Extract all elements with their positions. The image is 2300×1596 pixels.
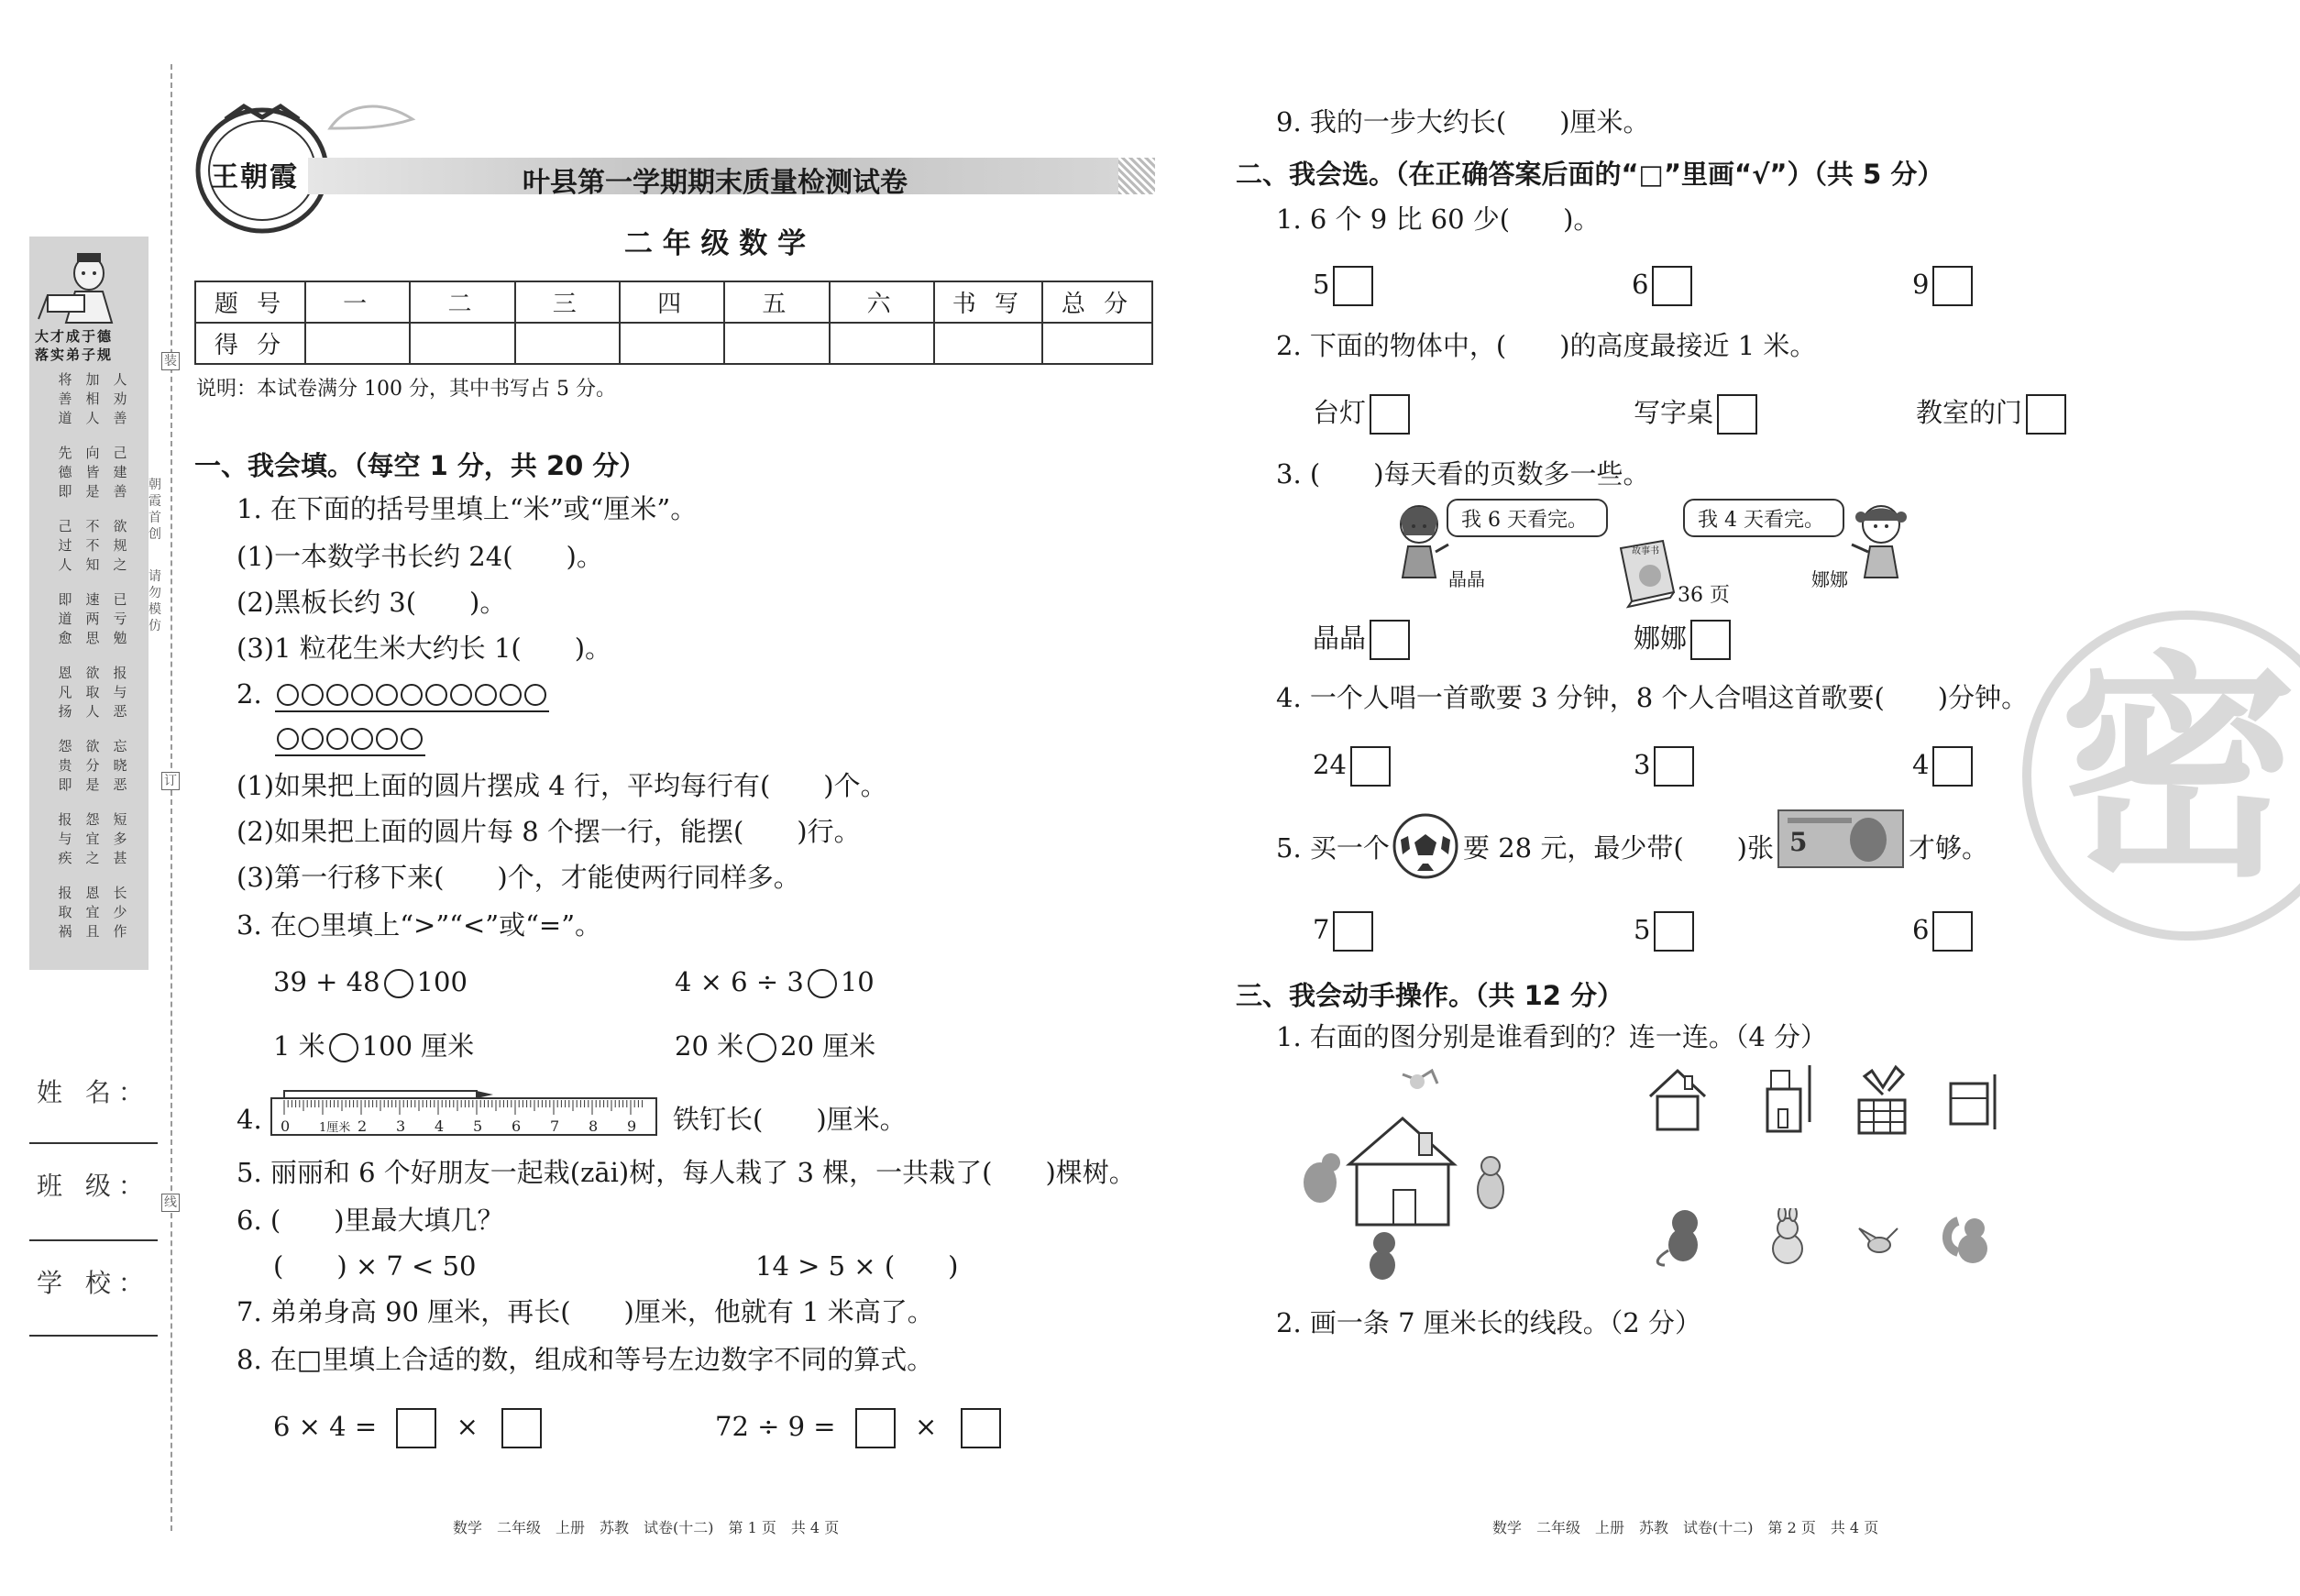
school-field[interactable] bbox=[29, 1335, 158, 1337]
disc-counter bbox=[402, 729, 422, 749]
seal-mark-2: 订 bbox=[161, 772, 180, 790]
option-label: 写字桌 bbox=[1634, 397, 1714, 428]
ruler-label: 4 bbox=[435, 1117, 445, 1135]
disc-counter bbox=[278, 729, 298, 749]
score-table bbox=[194, 281, 1153, 365]
adage-column: 己建善 bbox=[113, 445, 127, 500]
s2-q4-opt-1 bbox=[1313, 746, 1391, 787]
disc-counter bbox=[377, 729, 397, 749]
disc-counter bbox=[327, 685, 347, 705]
compare-b bbox=[675, 966, 875, 998]
score-table-column-header: 四 bbox=[620, 281, 724, 323]
nail-shaft bbox=[284, 1091, 477, 1098]
adage-column: 报取祸 bbox=[58, 885, 72, 940]
s2-q4-opt-2 bbox=[1634, 746, 1694, 787]
name-field[interactable] bbox=[29, 1142, 158, 1144]
score-table-column-header: 书 写 bbox=[934, 281, 1042, 323]
check-box[interactable] bbox=[1350, 746, 1391, 787]
score-cell[interactable] bbox=[830, 323, 934, 364]
check-box[interactable] bbox=[1654, 746, 1694, 787]
disc-counter bbox=[426, 685, 446, 705]
s1-q1-3: (3)1 粒花生米大约长 1( )。 bbox=[237, 633, 612, 664]
adage-column: 恩宜且 bbox=[85, 885, 100, 940]
s2-q3: 3. ( )每天看的页数多一些。 bbox=[1276, 458, 1650, 490]
score-row-label: 得 分 bbox=[195, 323, 305, 364]
s2-q2-opt-3 bbox=[1916, 392, 2066, 435]
monkey-icon[interactable] bbox=[1650, 1205, 1711, 1267]
speech-bubble-2-text: 我 4 天看完。 bbox=[1698, 509, 1824, 532]
adage-column: 恩凡扬 bbox=[58, 665, 72, 720]
s1-q8-a-expr: 6 × 4 = bbox=[273, 1411, 378, 1442]
adage-columns bbox=[29, 370, 149, 957]
option-label: 4 bbox=[1912, 749, 1930, 780]
option-label: 晶晶 bbox=[1313, 622, 1367, 654]
s2-q2: 2. 下面的物体中，( )的高度最接近 1 米。 bbox=[1276, 330, 1817, 361]
adage-column: 欲规之 bbox=[113, 518, 127, 573]
check-box[interactable] bbox=[2026, 394, 2066, 435]
compare-d bbox=[675, 1030, 875, 1062]
scholar-illustration bbox=[29, 240, 149, 332]
banknote-value: 5 bbox=[1789, 827, 1808, 857]
bird-icon[interactable] bbox=[1855, 1223, 1901, 1260]
check-box[interactable] bbox=[1370, 620, 1410, 660]
footer-right: 数学 二年级 上册 苏教 试卷(十二) 第 2 页 共 4 页 bbox=[1492, 1519, 1879, 1536]
disc-counter bbox=[377, 685, 397, 705]
score-table-column-header: 总 分 bbox=[1042, 281, 1152, 323]
monkey-icon bbox=[1370, 1250, 1395, 1280]
s2-q5-a: 5. 买一个 bbox=[1276, 832, 1390, 864]
option-label: 3 bbox=[1634, 749, 1651, 780]
motto-bottom: 落实弟子规 bbox=[35, 347, 114, 363]
option-label: 7 bbox=[1313, 914, 1330, 945]
soccer-ball-icon bbox=[1392, 812, 1459, 880]
s2-q1-opt-3 bbox=[1912, 266, 1973, 306]
section3-heading: 三、我会动手操作。（共 12 分） bbox=[1236, 980, 1624, 1011]
adage-column: 人劝善 bbox=[113, 371, 127, 426]
compare-a-right: 100 bbox=[416, 966, 468, 997]
compare-circle[interactable] bbox=[808, 969, 837, 998]
compare-a bbox=[273, 966, 468, 998]
view-front-roof-icon[interactable] bbox=[1646, 1065, 1711, 1133]
score-cell[interactable] bbox=[1042, 323, 1152, 364]
ruler-label: 8 bbox=[589, 1117, 599, 1135]
disc-counter bbox=[402, 685, 422, 705]
footer-left: 数学 二年级 上册 苏教 试卷(十二) 第 1 页 共 4 页 bbox=[453, 1519, 840, 1536]
adage-column: 欲分是 bbox=[85, 738, 100, 793]
banner-dots bbox=[1118, 158, 1155, 194]
score-cell[interactable] bbox=[410, 323, 514, 364]
ruler-label: 0 bbox=[281, 1117, 291, 1135]
compare-d-left: 20 米 bbox=[675, 1030, 744, 1062]
section2-heading: 二、我会选。（在正确答案后面的“□”里画“√”）（共 5 分） bbox=[1236, 159, 1944, 190]
ribbon-decoration bbox=[321, 101, 422, 156]
circle-row-1 bbox=[275, 678, 559, 719]
compare-circle[interactable] bbox=[747, 1033, 776, 1062]
s1-q6: 6. ( )里最大填几？ bbox=[237, 1205, 504, 1236]
adage-column: 短多甚 bbox=[113, 811, 127, 866]
option-label: 5 bbox=[1313, 269, 1330, 300]
option-label: 24 bbox=[1313, 749, 1347, 780]
score-table-column-header: 五 bbox=[724, 281, 829, 323]
disc-counter bbox=[501, 685, 521, 705]
adage-column: 先德即 bbox=[58, 445, 72, 500]
adage-column: 即道愈 bbox=[58, 591, 72, 646]
adage-column: 长少作 bbox=[113, 885, 127, 940]
view-back-icon[interactable] bbox=[1947, 1071, 2002, 1131]
check-box[interactable] bbox=[1717, 394, 1757, 435]
s1-q1-1: (1)一本数学书长约 24( )。 bbox=[237, 541, 603, 572]
answer-box[interactable] bbox=[961, 1408, 1001, 1448]
ruler-label: 3 bbox=[396, 1117, 406, 1135]
view-windmill-icon[interactable] bbox=[1846, 1063, 1920, 1137]
disc-counter bbox=[327, 729, 347, 749]
s2-q2-opt-1 bbox=[1313, 392, 1410, 435]
compare-d-right: 20 厘米 bbox=[780, 1030, 876, 1062]
motto-top: 大才成于德 bbox=[35, 328, 114, 345]
compare-b-right: 10 bbox=[840, 966, 875, 997]
s2-q5-opt-1 bbox=[1313, 911, 1373, 952]
adage-column: 欲取人 bbox=[85, 665, 100, 720]
class-label: 班 级： bbox=[37, 1171, 151, 1201]
class-field[interactable] bbox=[29, 1239, 158, 1241]
adage-column: 速两思 bbox=[85, 591, 100, 646]
s1-q6-a: ( ) × 7 < 50 bbox=[273, 1250, 477, 1282]
s2-q3-opt-1 bbox=[1313, 618, 1410, 660]
s2-q1-opt-2 bbox=[1632, 266, 1692, 306]
rabbit-icon bbox=[1478, 1172, 1503, 1208]
option-label: 教室的门 bbox=[1916, 397, 2023, 428]
score-table-score-row bbox=[195, 323, 1152, 364]
exam-subtitle: 二 年 级 数 学 bbox=[623, 227, 807, 260]
disc-counter bbox=[278, 685, 298, 705]
adage-column: 向皆是 bbox=[85, 445, 100, 500]
compare-circle[interactable] bbox=[329, 1033, 358, 1062]
house-roof bbox=[1349, 1118, 1454, 1164]
score-table-label: 题 号 bbox=[195, 281, 305, 323]
circle-row-2-svg bbox=[275, 722, 458, 759]
s2-q5-b: 要 28 元，最少带( )张 bbox=[1463, 832, 1774, 864]
compare-c bbox=[273, 1030, 474, 1062]
check-box[interactable] bbox=[1654, 911, 1694, 952]
s1-q2-3: (3)第一行移下来( )个，才能使两行同样多。 bbox=[237, 862, 800, 893]
adage-column: 报与恶 bbox=[113, 665, 127, 720]
seal-mark-1: 装 bbox=[161, 352, 180, 370]
s3-q1: 1. 右面的图分别是谁看到的？连一连。（4 分） bbox=[1276, 1021, 1828, 1052]
s1-q2-label: 2. bbox=[237, 678, 262, 710]
s2-q5-opt-3 bbox=[1912, 911, 1973, 952]
adage-column: 将善道 bbox=[58, 371, 72, 426]
s1-q8-b bbox=[715, 1408, 1001, 1448]
vertical-note: 请勿模仿 bbox=[149, 569, 161, 633]
s1-q8-b-expr: 72 ÷ 9 = bbox=[715, 1411, 836, 1442]
girl-nana-illustration bbox=[1844, 499, 1914, 581]
exam-title: 叶县第一学期期末质量检测试卷 bbox=[523, 167, 908, 199]
option-label: 娜娜 bbox=[1634, 622, 1688, 654]
s1-q2-1: (1)如果把上面的圆片摆成 4 行，平均每行有( )个。 bbox=[237, 770, 887, 801]
s2-q4: 4. 一个人唱一首歌要 3 分钟，8 个人合唱这首歌要( )分钟。 bbox=[1276, 682, 2029, 713]
sidebar-motto-panel bbox=[29, 237, 149, 970]
circle-row-1-svg bbox=[275, 678, 559, 715]
rabbit-icon[interactable] bbox=[1760, 1208, 1815, 1267]
score-table-header-row bbox=[195, 281, 1152, 323]
disc-counter bbox=[451, 685, 471, 705]
disc-counter bbox=[352, 729, 372, 749]
adage-column: 报与疾 bbox=[58, 811, 72, 866]
adage-column: 怨宜之 bbox=[85, 811, 100, 866]
ruler-label: 7 bbox=[550, 1117, 560, 1135]
compare-c-left: 1 米 bbox=[273, 1030, 325, 1062]
s1-q4-num: 4. bbox=[237, 1104, 262, 1135]
option-label: 6 bbox=[1912, 914, 1930, 945]
score-table-column-header: 一 bbox=[305, 281, 410, 323]
brand-logo-text: 王朝霞 bbox=[211, 161, 299, 193]
check-box[interactable] bbox=[1932, 746, 1973, 787]
ruler-with-nail bbox=[270, 1087, 658, 1139]
check-box[interactable] bbox=[1652, 266, 1692, 306]
s1-q5: 5. 丽丽和 6 个好朋友一起栽(zāi)树，每人栽了 3 棵，一共栽了( )棵树。 bbox=[237, 1157, 1136, 1188]
compare-a-left: 39 + 48 bbox=[273, 966, 380, 997]
score-table-column-header: 三 bbox=[515, 281, 620, 323]
times-sign: × bbox=[456, 1411, 479, 1442]
times-sign: × bbox=[915, 1411, 938, 1442]
s3-q2: 2. 画一条 7 厘米长的线段。（2 分） bbox=[1276, 1307, 1701, 1338]
option-label: 台灯 bbox=[1313, 397, 1367, 428]
section1-heading: 一、我会填。（每空 1 分，共 20 分） bbox=[194, 450, 646, 481]
ruler-label: 2 bbox=[358, 1117, 368, 1135]
adage-column: 忘晓恶 bbox=[113, 738, 127, 793]
option-label: 9 bbox=[1912, 269, 1930, 300]
answer-box[interactable] bbox=[396, 1408, 436, 1448]
disc-counter bbox=[303, 685, 323, 705]
school-label: 学 校： bbox=[37, 1268, 151, 1298]
house-scene-illustration bbox=[1293, 1063, 1513, 1283]
disc-counter bbox=[476, 685, 496, 705]
s2-q3-opt-2 bbox=[1634, 618, 1731, 660]
score-cell[interactable] bbox=[305, 323, 410, 364]
answer-box[interactable] bbox=[855, 1408, 896, 1448]
s1-q8: 8. 在□里填上合适的数，组成和等号左边数字不同的算式。 bbox=[237, 1344, 934, 1375]
adage-column: 已亏勉 bbox=[113, 591, 127, 646]
s1-q3: 3. 在○里填上“>”“<”或“=”。 bbox=[237, 909, 602, 941]
confidential-watermark-text: 密 bbox=[2059, 630, 2297, 909]
squirrel-icon[interactable] bbox=[1940, 1206, 1998, 1267]
seal-mark-3: 线 bbox=[161, 1194, 180, 1212]
house-body bbox=[1357, 1164, 1448, 1225]
s1-q1-2: (2)黑板长约 3( )。 bbox=[237, 587, 507, 618]
s1-q1: 1. 在下面的括号里填上“米”或“厘米”。 bbox=[237, 493, 698, 524]
check-box[interactable] bbox=[1370, 394, 1410, 435]
s2-q1: 1. 6 个 9 比 60 少( )。 bbox=[1276, 204, 1601, 235]
s1-q9: 9. 我的一步大约长( )厘米。 bbox=[1276, 106, 1650, 138]
ruler-label: 5 bbox=[473, 1117, 483, 1135]
adage-column: 不不知 bbox=[85, 518, 100, 573]
view-side-door-icon[interactable] bbox=[1764, 1063, 1819, 1137]
ruler-label: 6 bbox=[512, 1117, 522, 1135]
exam-note: 说明：本试卷满分 100 分，其中书写占 5 分。 bbox=[196, 378, 616, 401]
speech-bubble-1-text: 我 6 天看完。 bbox=[1461, 509, 1588, 532]
circle-row-2 bbox=[275, 722, 458, 763]
compare-circle[interactable] bbox=[384, 969, 413, 998]
answer-box[interactable] bbox=[501, 1408, 542, 1448]
ruler-label: 1厘米 bbox=[319, 1121, 351, 1135]
adage-column: 己过人 bbox=[58, 518, 72, 573]
s1-q4-text: 铁钉长( )厘米。 bbox=[673, 1104, 907, 1135]
disc-counter bbox=[525, 685, 545, 705]
s2-q2-opt-2 bbox=[1634, 392, 1757, 435]
adage-column: 加相人 bbox=[85, 371, 100, 426]
score-cell[interactable] bbox=[620, 323, 724, 364]
s2-q4-opt-3 bbox=[1912, 746, 1973, 787]
s2-q1-opt-1 bbox=[1313, 266, 1373, 306]
adage-column: 怨贵即 bbox=[58, 738, 72, 793]
disc-counter bbox=[303, 729, 323, 749]
name-jingjing: 晶晶 bbox=[1448, 568, 1485, 590]
nail-tip bbox=[477, 1091, 493, 1098]
name-label: 姓 名： bbox=[37, 1077, 151, 1107]
s2-q5-c: 才够。 bbox=[1909, 832, 1989, 864]
s1-q7: 7. 弟弟身高 90 厘米，再长( )厘米，他就有 1 米高了。 bbox=[237, 1296, 934, 1327]
score-table-column-header: 二 bbox=[410, 281, 514, 323]
name-nana: 娜娜 bbox=[1811, 568, 1848, 590]
option-label: 5 bbox=[1634, 914, 1651, 945]
score-cell[interactable] bbox=[724, 323, 829, 364]
check-box[interactable] bbox=[1333, 911, 1373, 952]
book-title: 故事书 bbox=[1632, 546, 1659, 556]
binding-line bbox=[171, 64, 172, 1531]
girl-jingjing-illustration bbox=[1388, 499, 1452, 581]
s2-q5-opt-2 bbox=[1634, 911, 1694, 952]
score-cell[interactable] bbox=[934, 323, 1042, 364]
drawing-area[interactable] bbox=[1276, 1353, 2101, 1481]
compare-c-right: 100 厘米 bbox=[361, 1030, 475, 1062]
book-pages: 36 页 bbox=[1678, 584, 1730, 607]
s1-q2-2: (2)如果把上面的圆片每 8 个摆一行，能摆( )行。 bbox=[237, 816, 861, 847]
check-box[interactable] bbox=[1690, 620, 1731, 660]
compare-b-left: 4 × 6 ÷ 3 bbox=[675, 966, 804, 997]
score-cell[interactable] bbox=[515, 323, 620, 364]
check-box[interactable] bbox=[1333, 266, 1373, 306]
s1-q8-a bbox=[273, 1408, 542, 1448]
vertical-note: 朝霞首创 bbox=[149, 478, 161, 542]
ruler-label: 9 bbox=[627, 1117, 637, 1135]
check-box[interactable] bbox=[1932, 911, 1973, 952]
option-label: 6 bbox=[1632, 269, 1649, 300]
score-table-column-header: 六 bbox=[830, 281, 934, 323]
disc-counter bbox=[352, 685, 372, 705]
check-box[interactable] bbox=[1932, 266, 1973, 306]
s1-q6-b: 14 > 5 × ( ) bbox=[755, 1250, 959, 1282]
